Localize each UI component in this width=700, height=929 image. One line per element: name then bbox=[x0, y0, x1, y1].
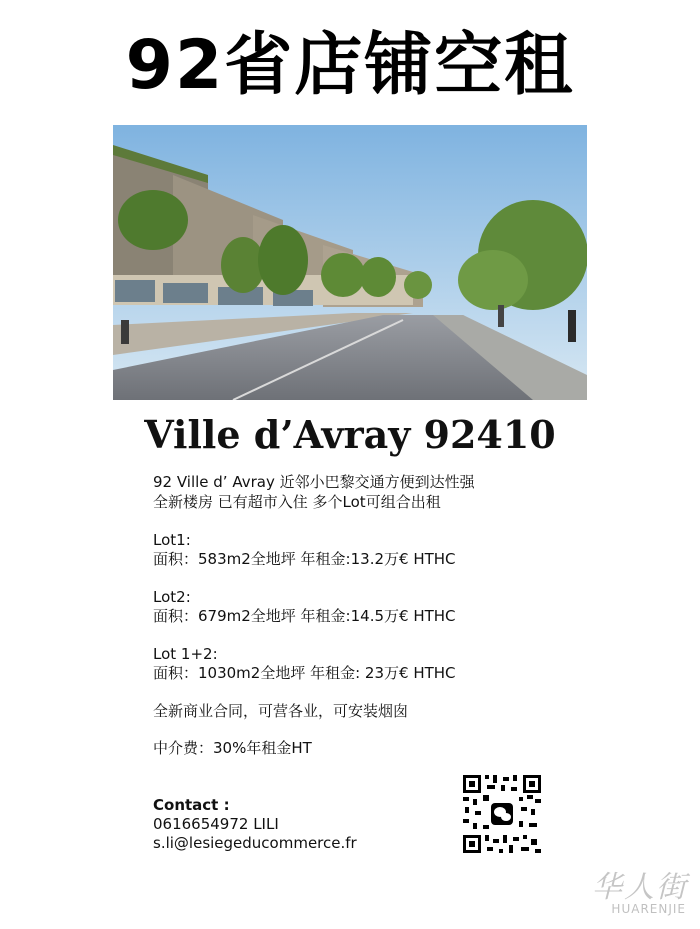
location-heading: Ville d’Avray 92410 bbox=[144, 412, 556, 457]
watermark-logo bbox=[553, 862, 688, 922]
contact-block bbox=[153, 796, 453, 853]
watermark-latin: HUARENJIE bbox=[611, 902, 686, 916]
lot1-name: Lot1: bbox=[153, 531, 191, 549]
contact-label: Contact : bbox=[153, 796, 230, 814]
intro-line-1: 92 Ville d’ Avray 近邻小巴黎交通方便到达性强 bbox=[153, 473, 475, 491]
lot1-details: 面积：583m2全地坪 年租金:13.2万€ HTHC bbox=[153, 550, 456, 568]
agency-fee: 中介费：30%年租金HT bbox=[153, 739, 312, 757]
lot2-details: 面积：679m2全地坪 年租金:14.5万€ HTHC bbox=[153, 607, 456, 625]
contact-phone: 0616654972 LILI bbox=[153, 815, 279, 833]
storefront-street-photo bbox=[113, 125, 587, 400]
lot-combined-details: 面积：1030m2全地坪 年租金: 23万€ HTHC bbox=[153, 664, 456, 682]
intro-line-2: 全新楼房 已有超市入住 多个Lot可组合出租 bbox=[153, 493, 441, 511]
contact-email[interactable]: s.li@lesiegeducommerce.fr bbox=[153, 834, 357, 852]
contract-note: 全新商业合同，可营各业，可安装烟囱 bbox=[153, 702, 409, 720]
watermark-chinese: 华人街 bbox=[592, 870, 688, 905]
lot-combined-name: Lot 1+2: bbox=[153, 645, 218, 663]
lot2-name: Lot2: bbox=[153, 588, 191, 606]
wechat-qr-code-icon[interactable] bbox=[461, 773, 543, 855]
page-title: 92省店铺空租 bbox=[125, 26, 575, 105]
